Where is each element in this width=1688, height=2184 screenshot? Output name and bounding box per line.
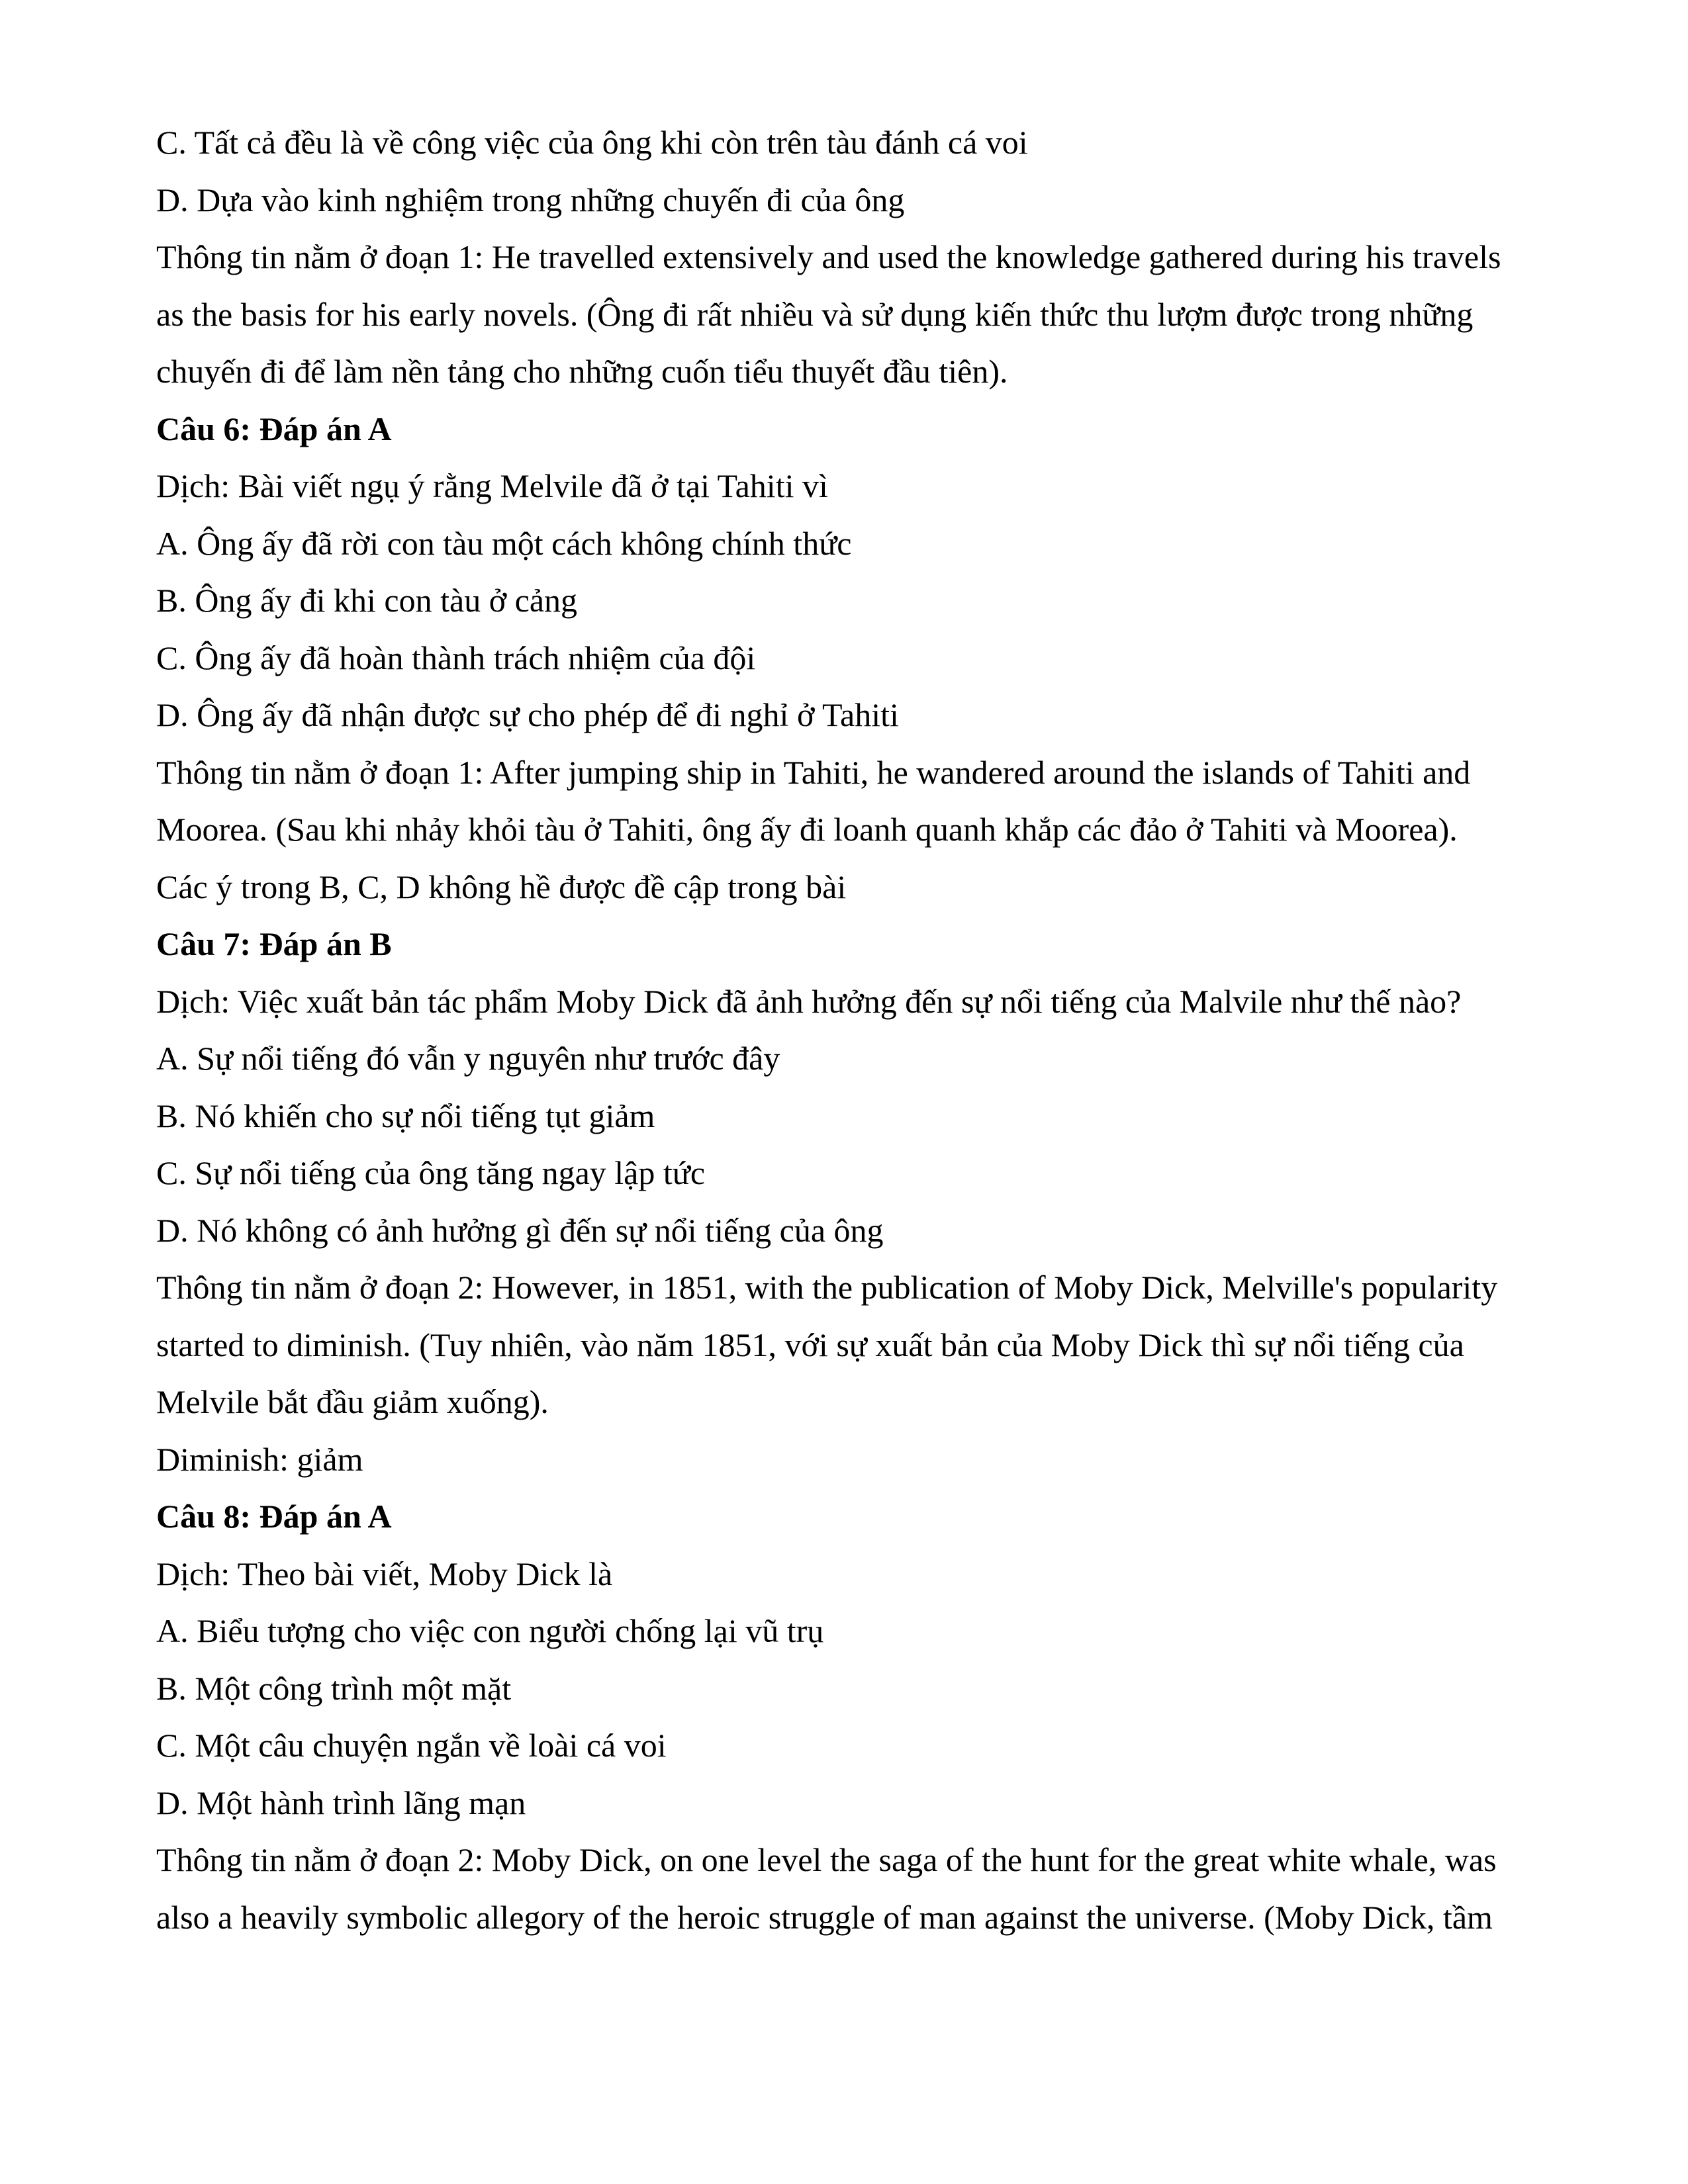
evidence-line: chuyến đi để làm nền tảng cho những cuốn tiểu thuyết đầu tiên). <box>156 353 1008 390</box>
option-line: A. Sự nổi tiếng đó vẫn y nguyên như trước đây <box>156 1040 780 1077</box>
option-line: B. Nó khiến cho sự nổi tiếng tụt giảm <box>156 1097 655 1134</box>
option-line: A. Ông ấy đã rời con tàu một cách không chính thức <box>156 524 852 562</box>
option-line: B. Một công trình một mặt <box>156 1669 512 1707</box>
evidence-line: Thông tin nằm ở đoạn 1: He travelled extensively and used the knowledge gathered during his travels <box>156 238 1501 275</box>
question-heading-7: Câu 7: Đáp án B <box>156 925 392 962</box>
option-line: D. Dựa vào kinh nghiệm trong những chuyến đi của ông <box>156 181 905 218</box>
question-heading-8: Câu 8: Đáp án A <box>156 1498 392 1535</box>
translation-line: Dịch: Theo bài viết, Moby Dick là <box>156 1555 613 1592</box>
evidence-line: Thông tin nằm ở đoạn 1: After jumping ship in Tahiti, he wandered around the islands of Tahiti and <box>156 753 1471 791</box>
option-line: D. Nó không có ảnh hưởng gì đến sự nổi tiếng của ông <box>156 1211 884 1249</box>
document-body <box>156 114 1540 1946</box>
translation-line: Dịch: Việc xuất bản tác phẩm Moby Dick đã ảnh hưởng đến sự nổi tiếng của Malvile như thế nào? <box>156 982 1462 1020</box>
note-line: Các ý trong B, C, D không hề được đề cập trong bài <box>156 868 847 905</box>
question-heading-6: Câu 6: Đáp án A <box>156 410 392 447</box>
option-line: D. Một hành trình lãng mạn <box>156 1784 526 1821</box>
evidence-line: also a heavily symbolic allegory of the heroic struggle of man against the universe. (Moby Dick, tầm <box>156 1898 1493 1936</box>
option-line: D. Ông ấy đã nhận được sự cho phép để đi nghỉ ở Tahiti <box>156 696 899 733</box>
note-line: Diminish: giảm <box>156 1440 363 1478</box>
evidence-line: Melvile bắt đầu giảm xuống). <box>156 1383 549 1420</box>
option-line: B. Ông ấy đi khi con tàu ở cảng <box>156 582 578 619</box>
evidence-line: started to diminish. (Tuy nhiên, vào năm 1851, với sự xuất bản của Moby Dick thì sự nổi tiếng của <box>156 1326 1464 1363</box>
option-line: A. Biểu tượng cho việc con người chống lại vũ trụ <box>156 1612 824 1649</box>
option-line: C. Sự nổi tiếng của ông tăng ngay lập tức <box>156 1154 706 1191</box>
option-line: C. Ông ấy đã hoàn thành trách nhiệm của đội <box>156 639 756 676</box>
translation-line: Dịch: Bài viết ngụ ý rằng Melvile đã ở tại Tahiti vì <box>156 467 828 504</box>
option-line: C. Một câu chuyện ngắn về loài cá voi <box>156 1727 667 1764</box>
option-line: C. Tất cả đều là về công việc của ông khi còn trên tàu đánh cá voi <box>156 124 1028 161</box>
evidence-line: Thông tin nằm ở đoạn 2: Moby Dick, on one level the saga of the hunt for the great white whale, was <box>156 1841 1497 1878</box>
evidence-line: as the basis for his early novels. (Ông đi rất nhiều và sử dụng kiến thức thu lượm được trong những <box>156 295 1474 333</box>
evidence-line: Moorea. (Sau khi nhảy khỏi tàu ở Tahiti, ông ấy đi loanh quanh khắp các đảo ở Tahiti và Moorea). <box>156 811 1458 848</box>
evidence-line: Thông tin nằm ở đoạn 2: However, in 1851, with the publication of Moby Dick, Melville's popularity <box>156 1269 1498 1306</box>
